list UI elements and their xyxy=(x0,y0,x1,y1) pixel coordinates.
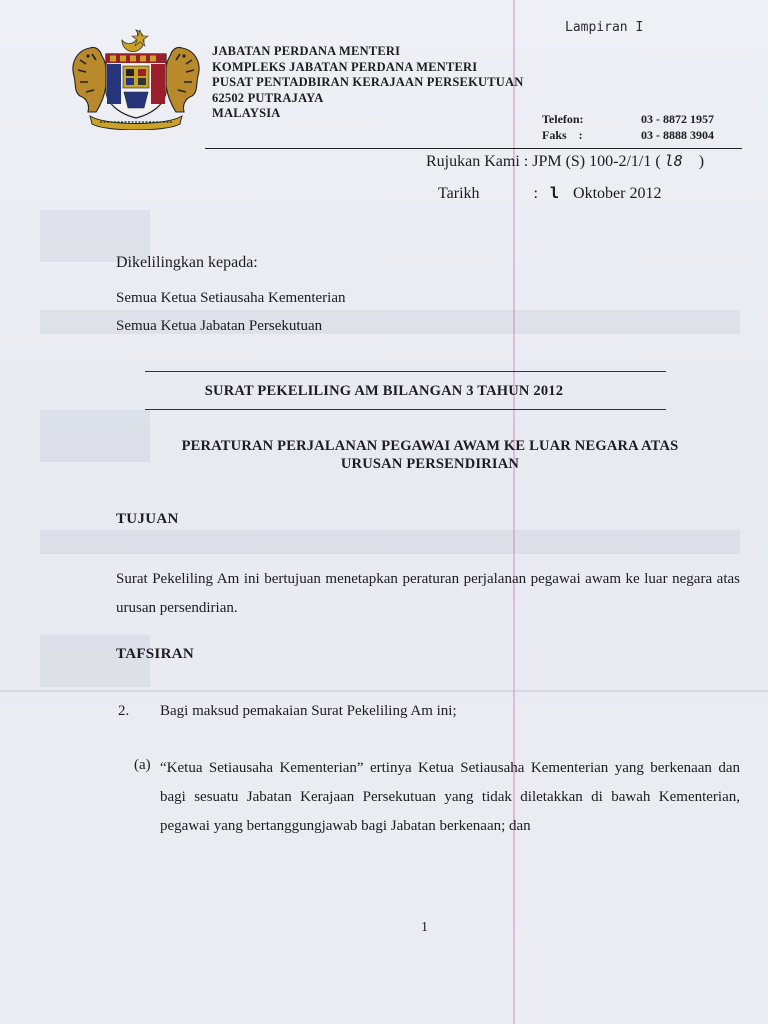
date-month-year: Oktober 2012 xyxy=(573,185,662,202)
subject-line: PERATURAN PERJALANAN PEGAWAI AWAM KE LUAR NEGARA ATAS xyxy=(181,438,679,454)
tujuan-paragraph: Surat Pekeliling Am ini bertujuan menetapkan peraturan perjalanan pegawai awam ke luar negara atas urusan persendirian. xyxy=(116,571,740,616)
page-fold-horizontal xyxy=(0,690,768,692)
date-label: Tarikh xyxy=(438,185,480,202)
recipient-line: Semua Ketua Setiausaha Kementerian xyxy=(116,290,346,306)
contact-labels xyxy=(542,111,584,143)
page-number: 1 xyxy=(421,920,428,935)
bleed-through-band xyxy=(40,530,740,554)
date-handwritten-day: l xyxy=(549,184,560,202)
recipients-heading: Dikelilingkan kepada: xyxy=(116,254,258,271)
item-a-text: “Ketua Setiausaha Kementerian” ertinya Ketua Setiausaha Kementerian yang berkenaan dan bagi sesuatu Jabatan Kerajaan Persekutuan yang tidak diletakkan di bawah Kementerian, pegawai yang bertanggungjawab bagi Jabatan berkenaan; dan xyxy=(160,760,740,834)
title-rule-bottom xyxy=(145,409,666,410)
faks-number: 03 - 8888 3904 xyxy=(641,128,714,142)
item-a-label: (a) xyxy=(134,757,151,773)
faks-label: Faks : xyxy=(542,128,583,142)
subject-title xyxy=(120,437,740,473)
recipient-line: Semua Ketua Jabatan Persekutuan xyxy=(116,318,323,334)
paragraph-2-text: Bagi maksud pemakaian Surat Pekeliling Am ini; xyxy=(160,703,457,719)
telefon-number: 03 - 8872 1957 xyxy=(641,112,714,126)
date-line xyxy=(438,184,661,203)
circular-title: SURAT PEKELILING AM BILANGAN 3 TAHUN 2012 xyxy=(204,383,564,399)
reference-label: Rujukan Kami : xyxy=(426,153,529,170)
coat-of-arms-icon xyxy=(66,26,206,130)
contact-values xyxy=(641,111,714,143)
letterhead-line: JABATAN PERDANA MENTERI xyxy=(212,44,401,58)
attachment-label: Lampiran I xyxy=(565,20,644,35)
letterhead-organization xyxy=(212,44,523,122)
letterhead-line: KOMPLEKS JABATAN PERDANA MENTERI xyxy=(212,59,478,74)
letterhead-line: PUSAT PENTADBIRAN KERAJAAN PERSEKUTUAN xyxy=(212,75,524,89)
reference-close: ) xyxy=(698,153,705,170)
paragraph-number: 2. xyxy=(118,703,130,719)
reference-handwritten-number: l8 xyxy=(664,152,683,170)
reference-value: JPM (S) 100-2/1/1 ( xyxy=(532,153,661,170)
title-rule-top xyxy=(145,371,666,372)
section-heading-tafsiran: TAFSIRAN xyxy=(116,646,194,662)
telefon-label: Telefon: xyxy=(542,112,584,126)
reference-line xyxy=(426,152,704,171)
date-colon: : xyxy=(533,185,538,202)
subject-line: URUSAN PERSENDIRIAN xyxy=(340,456,520,472)
letterhead-divider xyxy=(205,148,742,149)
letterhead-line: 62502 PUTRAJAYA xyxy=(212,90,324,105)
letterhead-line: MALAYSIA xyxy=(212,106,281,120)
section-heading-tujuan: TUJUAN xyxy=(116,511,179,527)
